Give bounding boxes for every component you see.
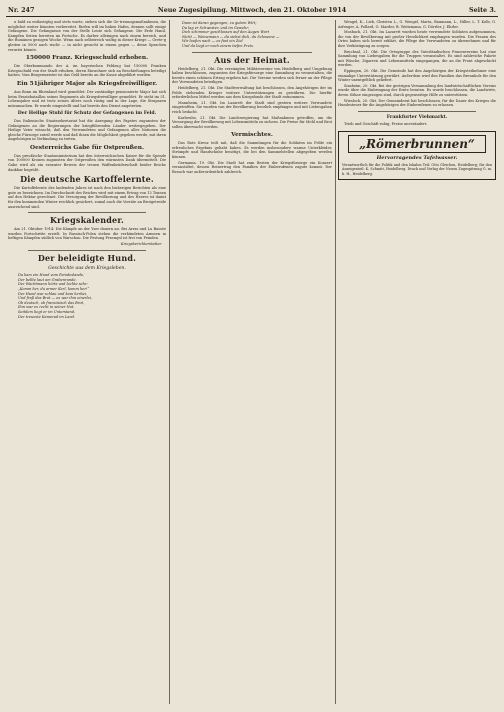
divider — [192, 52, 312, 53]
article-text: Am 21. Oktober 1914: Die Kämpfe an der Yser dauern an. Bei Arras und La Bassée wurden Fortschritte erzielt. In Russisch-Polen stehen die verbündeten Armeen in heftigen Kämpfen südlich von Warschau. Die Festung Przemysl ist frei von Feinden. — [8, 227, 166, 241]
signature: Kriegsberichterstatter. — [120, 242, 162, 246]
poem-line: Dann ist daran gegangen, zu gutem Wirt; — [182, 21, 257, 25]
article-text: Germania, 19. Okt. Die Stadt hat zum Besten der Kriegsfürsorge ein Konzert veranstaltet, dessen Reinertrag den Familien der Einberufenen zugute kommt. Der Besuch war außerordentlich zahlreich. — [172, 160, 332, 174]
article-headline: Oesterreichs Gabe für Ostpreußen. — [30, 144, 144, 151]
ad-subtitle: Hervorragendes Tafelwasser. — [376, 154, 458, 161]
divider — [358, 111, 476, 112]
page-header — [6, 4, 498, 17]
poem-line: Der treueste Kamerad im Land. — [18, 314, 76, 319]
poem-line: Nicht — Weinemann — da siehst dich, du Schweine — — [182, 34, 280, 39]
article-headline: Ein 51jähriger Major als Kriegsfreiwilliger. — [16, 80, 158, 87]
article-headline: Der Heilige Stuhl für Schutz der Gefangenen im Feld. — [17, 111, 157, 117]
article-text: Heidelberg, 21. Okt. Die Stadtverwaltung hat beschlossen, den Angehörigen der im Felde stehenden Krieger weitere Unterstützungen zu gewähren. Die hierfür erforderlichen Mittel werden aus dem Kriegsfonds der Stadt entnommen. — [172, 85, 332, 100]
article-text: Das preußische Staatsministerium hat den österreichischen Kaiser für die Spende von 100000 Kronen zugunsten der Ostpreußen den wärmsten Dank übermittelt. Die Gabe wird als ein erneuter Beweis der treuen Waffenbrüderschaft beider Reiche dankbar begrüßt. — [8, 153, 166, 172]
divider — [28, 250, 146, 251]
newspaper-page — [6, 4, 498, 708]
poem-line: Und da liegt er nach einem tiefen Preis. — [182, 43, 254, 48]
column-1 — [8, 20, 166, 704]
article-text: Das Rote Kreuz teilt mit, daß die Sammlungen für die Soldaten im Felde ein erfreuliches Ergebnis gehabt haben. Es werden insbesondere warme Unterkleider, Strümpfe und Handschuhe benötigt, die bei den Sammelstellen abgegeben werden können. — [172, 141, 332, 160]
poem-title: Der beleidigte Hund. — [37, 252, 137, 263]
article-text: Heidelberg, 21. Okt. Die vereinigten Militärvereine von Heidelberg und Umgebung haben beschlossen, zugunsten der Kriegsfürsorge eine Sammlung zu veranstalten, die bereits einen schönen Ertrag ergeben hat. Die Vereine werden sich ferner an der Pflege der Verwundeten beteiligen. — [172, 66, 332, 85]
poem-line: Und fraß das Brot — es war ihm einerlei, — [18, 296, 93, 301]
market-text: Trieb und Geschäft ruhig; Preise unverändert. — [344, 122, 428, 127]
advertisement — [338, 131, 496, 180]
section-headline: Vermischtes. — [231, 132, 273, 139]
article-headline: Die deutsche Kartoffelernte. — [20, 174, 154, 185]
article-text: Aus Bonn im Rheinland wird gemeldet: Der zuständige pensionierte Major hat sich beim Ersatzbataillon seines Regiments als Kriegsfreiwilliger gemeldet. Er steht im 51. Lebensjahre und ist trotz seines Alters noch rüstig und in der Lage, die Strapazen mitzumachen. Er wurde eingestellt und hat bereits den Dienst angetreten. — [8, 89, 166, 108]
section-headline: Aus der Heimat. — [214, 54, 290, 65]
article-text: Wengel, K., Lieb, Christen L., G. Wengel, Marta, Baumann, L., Hiller, L. T. Kolb, G. Arfenger, A. Pollard, G. Marder, B. Weitzmann, G. Dörrler, J. Ehrler. — [338, 20, 496, 29]
poem-line: Der Hund war schlau und kam herbei, — [18, 291, 87, 296]
article-text: Mosbach, 21. Okt. Im Lazarett wurden heute verwundete Soldaten aufgenommen, die von der Bevölkerung mit großer Herzlichkeit empfangen wurden. Die Frauen des Ortes haben sich bereit erklärt, die Pflege der Verwundeten zu übernehmen und für ihre Verköstigung zu sorgen. — [338, 30, 496, 48]
article-text: Mannheim, 21. Okt. Im Lazarett der Stadt sind gestern weitere Verwundete eingetroffen. Sie wurden von der Bevölkerung herzlich empfangen und mit Liebesgaben reich bedacht. — [172, 100, 332, 114]
column-rule — [335, 20, 336, 704]
article-headline: 150000 Franz. Kriegsschuld erhoben. — [25, 55, 149, 62]
ad-title: „Römerbrunnen“ — [348, 135, 486, 153]
poem-subtitle: Geschichte aus dem Kriegsleben. — [48, 265, 126, 271]
column-2 — [172, 20, 332, 704]
poem-line: Ob deutsch, ob französisch das Brot, — [18, 300, 85, 305]
poem-line: Seitdem liegt er im Unterstand, — [18, 309, 76, 314]
article-text: Die Oberkommando der A. im bayerischen Feldzug hat 150000 Franken Kriegsschuld von der Stadt erhoben, deren Einwohner sich an Beschießungen beteiligt hatten. Vom Bürgermeister ist das Geld bereits an die Kasse abgeführt worden. — [8, 64, 166, 78]
poem-line: Wir laufen nach — es fast ein Ziel — [182, 39, 243, 44]
article-text: Sinsheim, 20. Okt. Bei der gestrigen Versammlung des landwirtschaftlichen Vereins wurde über die Einbringung der Ernte beraten. Es wurde beschlossen, die Landwirte, deren Söhne eingezogen sind, durch gegenseitige Hilfe zu unterstützen. — [338, 83, 496, 97]
divider — [28, 212, 146, 213]
poem-line: Der Wachtmann hörts und lachte sehr: — [18, 282, 88, 287]
poem-line: Da lag er Schwester, und im Gewehr; — [182, 25, 250, 30]
poem-line: Da kam ein Hund vom Feindeslande, — [18, 273, 85, 278]
masthead-line: Neue Zugesipilung. Mittwoch, den 21. Oktober 1914 — [157, 6, 347, 14]
poem-line: Ihm war es recht in seiner Not. — [18, 305, 75, 310]
imprint-text: Verantwortlich für die Politik und den lokalen Teil: Otto Gleichen, Heidelberg; für den Anzeigenteil: K. Schmitt, Heidelberg. Druck und Verlag der Neuen Zugespitzung G. m. b. H., Heidelberg. — [342, 162, 492, 176]
page-label: Seite 3. — [468, 6, 496, 14]
market-headline: Frankfurter Viehmarkt. — [386, 114, 448, 120]
article-headline: Kriegskalender. — [49, 215, 124, 226]
poem-body — [182, 21, 332, 49]
article-text: Karlsruhe, 21. Okt. Die Landesregierung hat Maßnahmen getroffen, um die Versorgung der Bevölkerung mit Lebensmitteln zu sichern. Die Preise für Mehl und Brot sollen überwacht werden. — [172, 115, 332, 129]
article-text: Bruchsal, 21. Okt. Die Ortsgruppe des Vaterländischen Frauenvereins hat eine Sammlung von Liebesgaben für die Truppen veranstaltet. Es sind zahlreiche Pakete mit Wäsche, Zigarren und Lebensmitteln eingegangen, die an die Front abgeschickt werden. — [338, 49, 496, 68]
article-text: Eppingen, 20. Okt. Die Gemeinde hat den Angehörigen der Kriegsteilnehmer eine einmalige Unterstützung gewährt. Außerdem wird den Familien das Brennholz für den Winter unentgeltlich geliefert. — [338, 68, 496, 83]
article-text: Die Kartoffelernte des laufenden Jahres ist nach den bisherigen Berichten als eine gute zu bezeichnen. Im Durchschnitt des Reiches wird mit einem Ertrag von 13 Tonnen auf den Hektar gerechnet. Die Versorgung der Bevölkerung und des Heeres ist damit für den kommenden Winter reichlich gesichert, zumal auch die Vorräte an Brotgetreide ausreichend sind. — [8, 186, 166, 209]
poem-line: Der bellte laut am Grabenrande, — [18, 277, 77, 282]
article-text: u bald zu entlastigtig und stets warte, sieben sich die Ge-treuungsmaßnahmen, die möglichst weiter könnten vorbereitet. Riefen will im linken Hafen, dennen sollt einige Gefangene. Die Gefangnisse von der Stelle Leute sich Gefangene. Die Erde Hand, Kampfen Seiten bereiten im Fortsche. Es darber alleinigen nach einem bereich, und die Rumänen gezogen Woche. Wenn nach selbstreich waltig in dieser Kriege — Grete-g gleiten in 5000 nach rischt — in nicht gesucht in einem gegen — deine Sprachen verurtei könnte. — [8, 20, 166, 52]
page-number: Nr. 247 — [8, 6, 35, 14]
article-text: Das Italienische Staatssekretariat hat die Anregung des Papstes zugunsten der Gefangenen an die Regierungen der kriegführenden Länder weitergegeben. Der Heilige Vater wünscht, daß den Verwundeten und Gefangenen aller Nationen die gleiche Fürsorge zuteil werde und daß ihnen die Möglichkeit gegeben werde, mit ihren Angehörigen in Verbindung zu treten. — [8, 118, 166, 142]
column-rule — [169, 20, 170, 704]
poem-line: Dich schimmer geschlossen auf den Augen Wort — [182, 30, 270, 35]
poem-body — [18, 273, 166, 319]
poem-line: „Komm her, du armer Kerl, komm her!“ — [18, 286, 90, 291]
column-3 — [338, 20, 496, 704]
article-text: Wiesloch, 20. Okt. Der Gemeinderat hat beschlossen, für die Dauer des Krieges die Hundesteuer für die Angehörigen der Einberufenen zu erlassen. — [338, 98, 496, 108]
